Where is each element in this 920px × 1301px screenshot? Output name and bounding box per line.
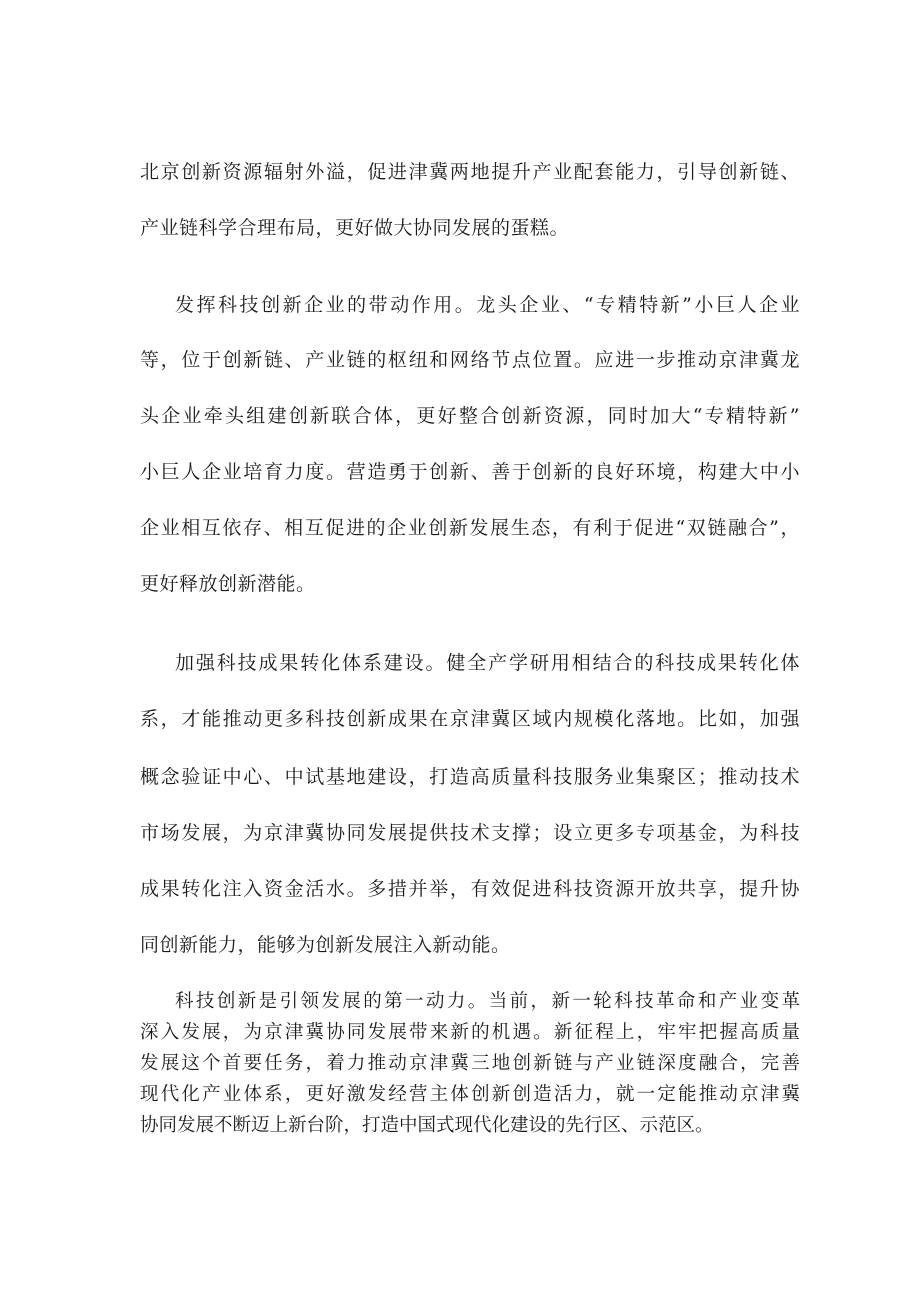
paragraph-3-line-6: 同创新能力，能够为创新发展注入新动能。 bbox=[140, 934, 511, 956]
paragraph-2-line-1: 发挥科技创新企业的带动作用。龙头企业、“专精特新”小巨人企业 bbox=[175, 294, 800, 316]
paragraph-2-line-6: 更好释放创新潜能。 bbox=[140, 573, 316, 595]
paragraph-3-line-4: 市场发展，为京津冀协同发展提供技术支撑；设立更多专项基金，为科技 bbox=[140, 822, 800, 844]
paragraph-1-line-1: 北京创新资源辐射外溢，促进津冀两地提升产业配套能力，引导创新链、 bbox=[140, 161, 800, 183]
paragraph-2-line-2: 等，位于创新链、产业链的枢纽和网络节点位置。应进一步推动京津冀龙 bbox=[140, 349, 800, 371]
paragraph-1-line-2: 产业链科学合理布局，更好做大协同发展的蛋糕。 bbox=[140, 217, 570, 239]
paragraph-3-line-3: 概念验证中心、中试基地建设，打造高质量科技服务业集聚区；推动技术 bbox=[140, 766, 800, 788]
paragraph-4-line-5: 协同发展不断迈上新台阶，打造中国式现代化建设的先行区、示范区。 bbox=[140, 1115, 714, 1136]
paragraph-4-line-3: 发展这个首要任务，着力推动京津冀三地创新链与产业链深度融合，完善 bbox=[140, 1053, 800, 1074]
paragraph-4-line-4: 现代化产业体系，更好激发经营主体创新创造活力，就一定能推动京津冀 bbox=[140, 1084, 800, 1105]
paragraph-2-line-5: 企业相互依存、相互促进的企业创新发展生态，有利于促进“双链融合”， bbox=[140, 517, 800, 539]
paragraph-3-line-2: 系，才能推动更多科技创新成果在京津冀区域内规模化落地。比如，加强 bbox=[140, 708, 800, 730]
paragraph-3-line-1: 加强科技成果转化体系建设。健全产学研用相结合的科技成果转化体 bbox=[175, 652, 800, 674]
paragraph-2-line-3: 头企业牵头组建创新联合体，更好整合创新资源，同时加大“专精特新” bbox=[140, 405, 800, 427]
paragraph-3-line-5: 成果转化注入资金活水。多措并举，有效促进科技资源开放共享，提升协 bbox=[140, 878, 800, 900]
paragraph-4-line-1: 科技创新是引领发展的第一动力。当前，新一轮科技革命和产业变革 bbox=[175, 991, 800, 1012]
paragraph-2-line-4: 小巨人企业培育力度。营造勇于创新、善于创新的良好环境，构建大中小 bbox=[140, 461, 800, 483]
paragraph-4-line-2: 深入发展，为京津冀协同发展带来新的机遇。新征程上，牢牢把握高质量 bbox=[140, 1022, 800, 1043]
